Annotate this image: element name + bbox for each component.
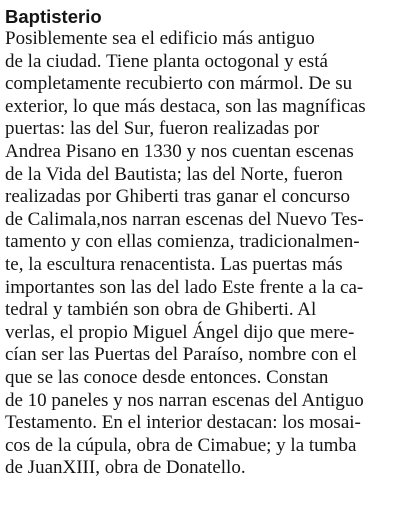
text-line: de JuanXIII, obra de Donatello. [5, 457, 246, 479]
text-line: de la ciudad. Tiene planta octogonal y está [5, 50, 328, 72]
text-line: tedral y también son obra de Ghiberti. Al [5, 299, 317, 321]
text-line: importantes son las del lado Este frente a la ca- [5, 276, 364, 298]
text-line: que se las conoce desde entonces. Constan [5, 366, 329, 388]
text-line: Testamento. En el interior destacan: los mosai- [5, 412, 361, 434]
text-line: realizadas por Ghiberti tras ganar el concurso [5, 186, 351, 208]
text-line: exterior, lo que más destaca, son las magníficas [5, 95, 366, 117]
text-line: completamente recubierto con mármol. De su [5, 73, 353, 95]
text-line: de Calimala,nos narran escenas del Nuevo Tes- [5, 208, 364, 230]
text-line: cían ser las Puertas del Paraíso, nombre con el [5, 344, 357, 366]
body-text [5, 28, 397, 480]
text-line: Posiblemente sea el edificio más antiguo [5, 28, 315, 49]
text-line: de 10 paneles y nos narran escenas del Antiguo [5, 389, 364, 411]
section-title: Baptisterio [5, 6, 102, 27]
document-page [5, 6, 397, 480]
text-line: cos de la cúpula, obra de Cimabue; y la tumba [5, 434, 357, 456]
text-line: verlas, el propio Miguel Ángel dijo que mere- [5, 321, 355, 343]
text-line: te, la escultura renacentista. Las puertas más [5, 253, 343, 275]
text-line: Andrea Pisano en 1330 y nos cuentan escenas [5, 140, 354, 162]
text-line: tamento y con ellas comienza, tradicionalmen- [5, 231, 360, 253]
text-line: puertas: las del Sur, fueron realizadas por [5, 118, 320, 140]
text-line: de la Vida del Bautista; las del Norte, fueron [5, 163, 343, 185]
